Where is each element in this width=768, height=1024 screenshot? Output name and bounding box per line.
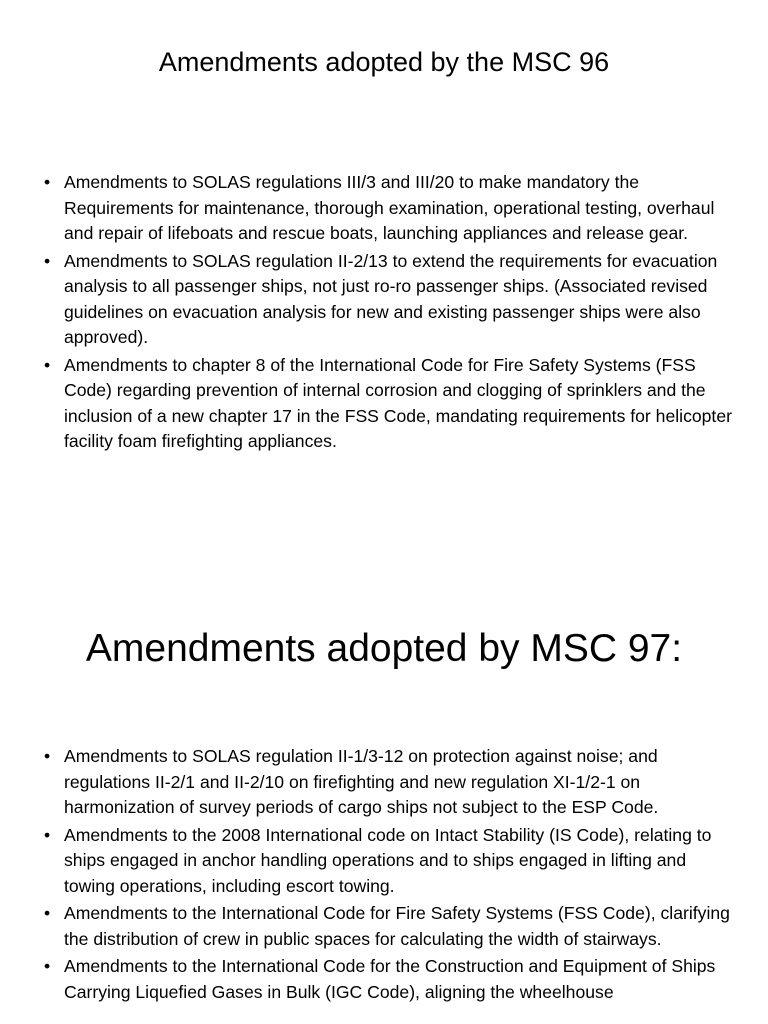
bullet-list [44,170,734,457]
slide-title: Amendments adopted by the MSC 96 [158,47,610,77]
bullet-item [44,901,734,952]
bullet-dot-icon: • [44,172,51,192]
bullet-item [44,170,734,247]
bullet-text: Amendments to SOLAS regulation II-1/3-12 on protection against noise; and regulations II-2/1 and II-2/10 on firefighting and new regulation XI-1/2-1 on harmonization of survey periods of cargo ships not subject to the ESP Code. [64,746,659,817]
bullet-item [44,353,734,455]
bullet-text: Amendments to the International Code for Fire Safety Systems (FSS Code), clarifying the distribution of crew in public spaces for calculating the width of stairways. [64,903,730,949]
bullet-text: Amendments to the International Code for the Construction and Equipment of Ships Carrying Liquefied Gases in Bulk (IGC Code), aligning the wheelhouse [64,956,716,1002]
bullet-text: Amendments to the 2008 International code on Intact Stability (IS Code), relating to ships engaged in anchor handling operations and to ships engaged in lifting and towing operations, including escort towing. [64,824,712,896]
bullet-dot-icon: • [44,824,51,845]
bullet-dot-icon: • [44,746,51,766]
bullet-text: Amendments to chapter 8 of the International Code for Fire Safety Systems (FSS Code) regarding prevention of internal corrosion and clogging of sprinklers and the inclusion of a new chapter 17 in the FSS Code, mandating requirements for helicopter facility foam firefighting appliances. [64,354,732,451]
bullet-dot-icon: • [44,903,51,923]
bullet-item [44,249,734,351]
bullet-list [44,744,734,1007]
slide-msc-97 [0,560,768,1024]
bullet-text: Amendments to SOLAS regulations III/3 and III/20 to make mandatory the Requirements for maintenance, thorough examination, operational testing, overhaul and repair of lifeboats and rescue boats, launching appliances and release gear. [64,172,715,243]
bullet-item [44,823,734,900]
bullet-dot-icon: • [44,956,51,976]
bullet-item [44,954,734,1005]
bullet-dot-icon: • [44,354,51,375]
bullet-dot-icon: • [44,250,51,271]
slide-title: Amendments adopted by MSC 97: [85,627,683,670]
bullet-text: Amendments to SOLAS regulation II-2/13 to extend the requirements for evacuation analysis to all passenger ships, not just ro-ro passenger ships. (Associated revised guidelines on evacuation analysis for new and existing passenger ships were also approved). [64,250,718,347]
bullet-item [44,744,734,821]
